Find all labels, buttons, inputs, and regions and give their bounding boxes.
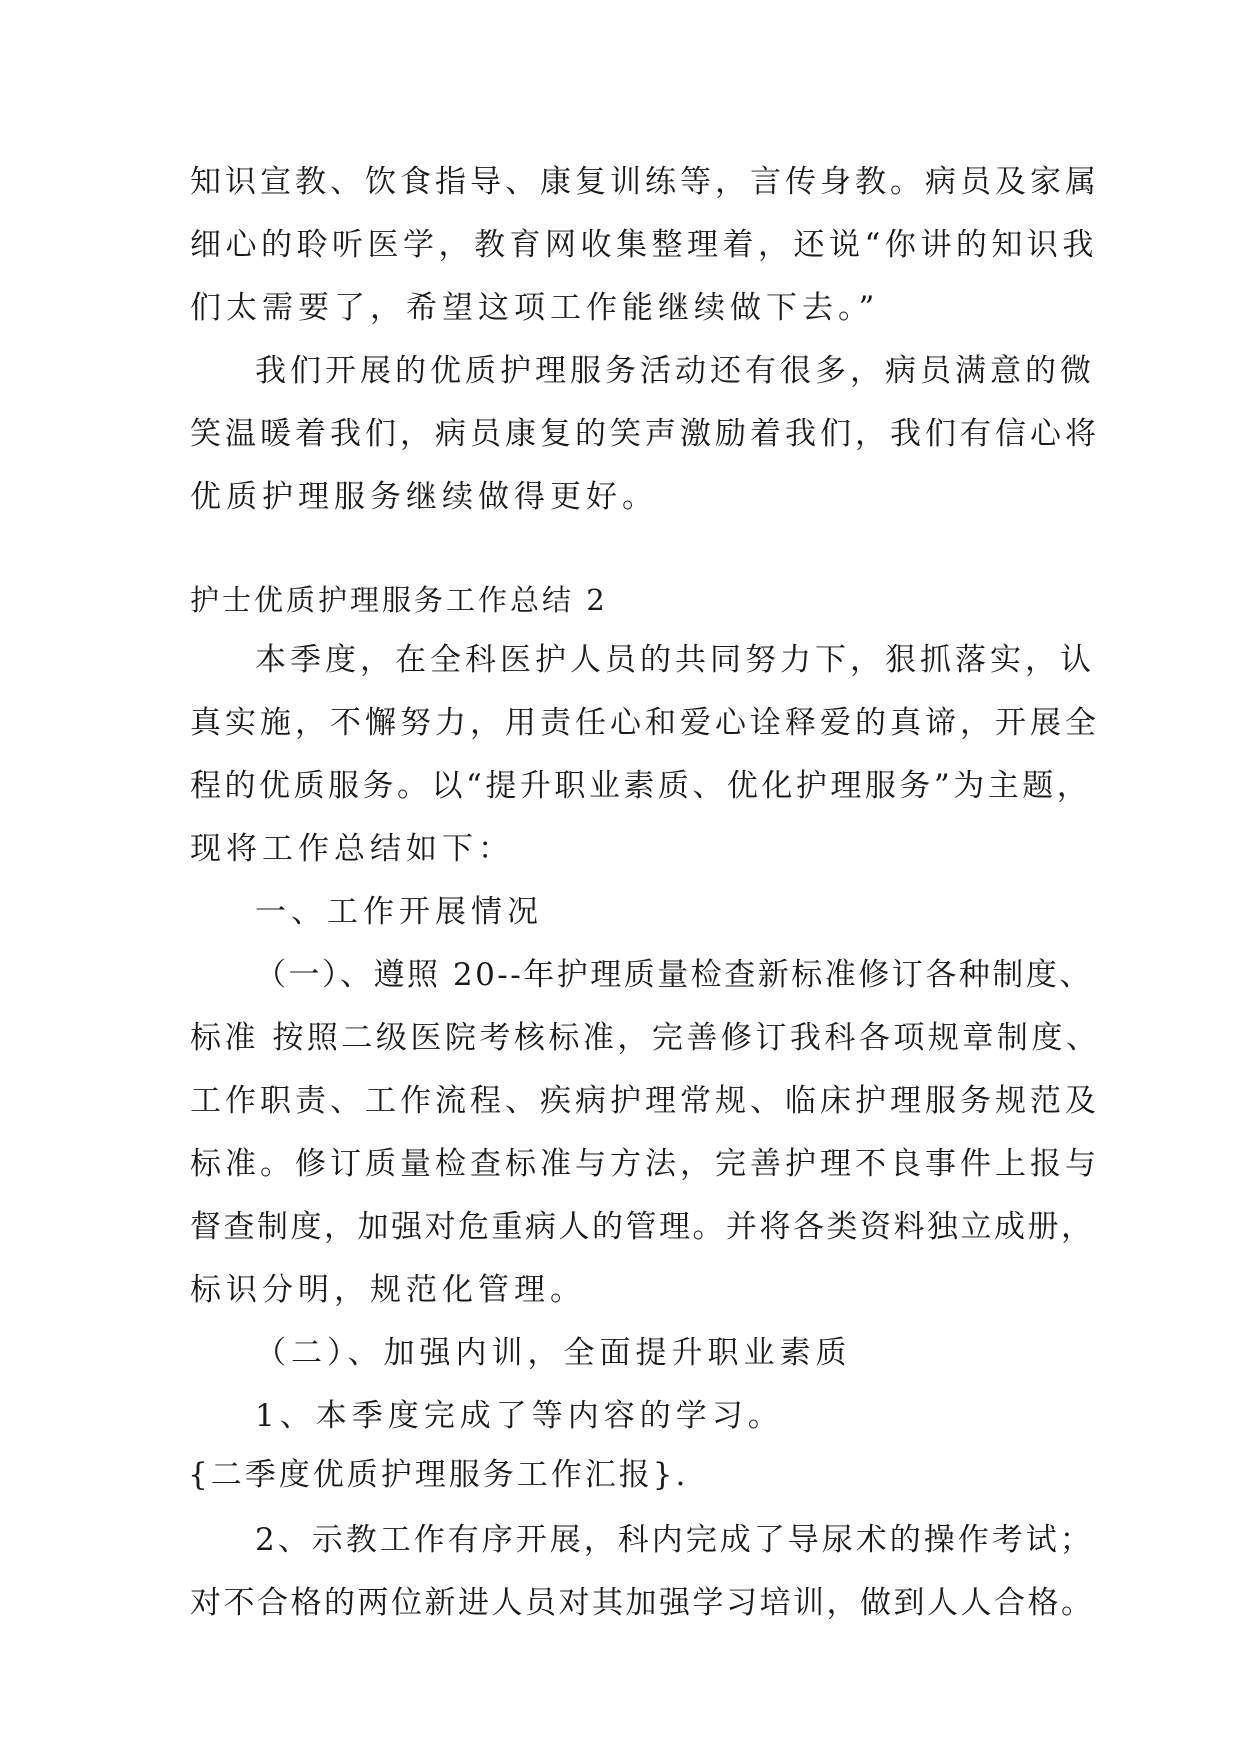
subheading: 一、工作开展情况 [255,894,543,930]
paragraph-line: 真实施，不懈努力，用责任心和爱心诠释爱的真谛，开展全 [190,705,1100,741]
paragraph-line: 笑温暖着我们，病员康复的笑声激励着我们，我们有信心将 [190,416,1100,452]
paragraph-line: 标准 按照二级医院考核标准，完善修订我科各项规章制度、 [190,1020,1101,1056]
paragraph-line: 优质护理服务继续做得更好。 [190,479,658,515]
subheading: （二）、加强内训，全面提升职业素质 [255,1335,852,1371]
section-heading: 护士优质护理服务工作总结 2 [190,583,608,617]
paragraph-line: 程的优质服务。以“提升职业素质、优化护理服务”为主题， [190,768,1092,804]
paragraph-line: 本季度，在全科医护人员的共同努力下，狠抓落实，认 [255,642,1095,678]
paragraph-line: 现将工作总结如下： [190,831,514,867]
paragraph-line: 我们开展的优质护理服务活动还有很多，病员满意的微 [255,353,1095,389]
paragraph-line: 1、本季度完成了等内容的学习。 [255,1398,784,1434]
paragraph-line: {二季度优质护理服务工作汇报}. [188,1457,689,1493]
paragraph-line: 对不合格的两位新进人员对其加强学习培训，做到人人合格。 [190,1585,1095,1621]
paragraph-line: 督查制度，加强对危重病人的管理。并将各类资料独立成册， [190,1209,1095,1245]
paragraph-line: 们太需要了，希望这项工作能继续做下去。” [190,290,880,326]
paragraph-line: 知识宣教、饮食指导、康复训练等，言传身教。病员及家属 [190,164,1100,200]
paragraph-line: 标准。修订质量检查标准与方法，完善护理不良事件上报与 [190,1146,1100,1182]
paragraph-line: 标识分明，规范化管理。 [190,1272,586,1308]
paragraph-line: 工作职责、工作流程、疾病护理常规、临床护理服务规范及 [190,1083,1100,1119]
paragraph-line: 2、示教工作有序开展，科内完成了导尿术的操作考试； [255,1522,1094,1558]
paragraph-line: 细心的聆听医学，教育网收集整理着，还说“你讲的知识我 [190,227,1098,263]
paragraph-line: （一）、遵照 20--年护理质量检查新标准修订各种制度、 [255,957,1093,993]
